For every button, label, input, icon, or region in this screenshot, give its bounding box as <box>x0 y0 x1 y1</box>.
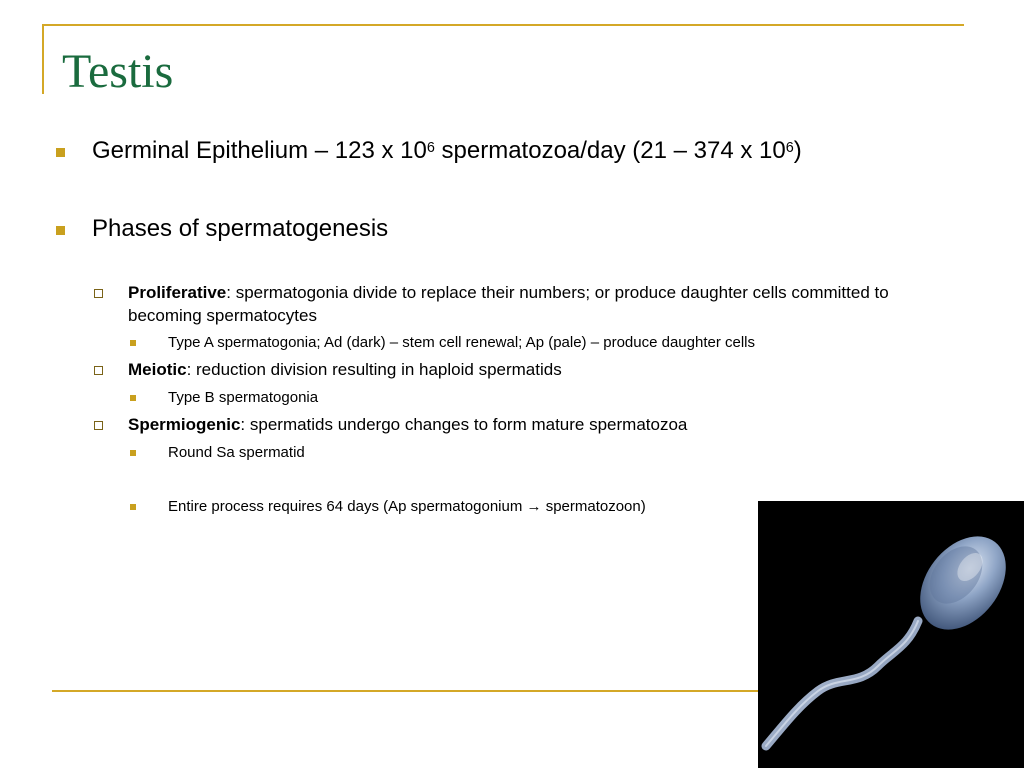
bullet-germinal-epithelium <box>92 137 802 165</box>
phase-spermiogenic <box>128 413 687 436</box>
small-filled-square-bullet-icon <box>130 504 136 510</box>
exponent: 6 <box>426 139 435 156</box>
phase-description: : spermatids undergo changes to form mature spermatozoa <box>240 415 688 434</box>
hollow-square-bullet-icon <box>94 421 103 430</box>
phase-name: Spermiogenic <box>128 415 241 434</box>
slide-title: Testis <box>62 45 174 98</box>
hollow-square-bullet-icon <box>94 289 103 298</box>
phase-description: : reduction division resulting in haploid spermatids <box>186 360 562 379</box>
phase-meiotic <box>128 358 562 381</box>
bullet-text-part: spermatozoa/day (21 – 374 x 10 <box>434 137 786 164</box>
phase-proliferative <box>128 281 928 327</box>
note-text-part: spermatozoon) <box>545 498 646 515</box>
phase-proliferative-detail: Type A spermatogonia; Ad (dark) – stem cell renewal; Ap (pale) – produce daughter cells <box>168 334 755 351</box>
hollow-square-bullet-icon <box>94 366 103 375</box>
bullet-text-part: Germinal Epithelium – 123 x 10 <box>92 137 427 164</box>
process-duration-note <box>168 498 646 515</box>
bullet-phases-heading: Phases of spermatogenesis <box>92 215 389 242</box>
spermatozoon-photo <box>758 501 1024 768</box>
phase-description: : spermatogonia divide to replace their numbers; or produce daughter cells committed to becoming spermatocytes <box>128 283 889 325</box>
phase-name: Meiotic <box>128 360 187 379</box>
bullet-text-part: ) <box>793 137 802 164</box>
filled-square-bullet-icon <box>56 148 65 157</box>
phase-meiotic-detail: Type B spermatogonia <box>168 389 319 406</box>
spermatozoon-illustration <box>758 501 1024 768</box>
phase-spermiogenic-detail: Round Sa spermatid <box>168 444 305 461</box>
note-text-part: Entire process requires 64 days (Ap spermatogonium <box>168 498 523 515</box>
filled-square-bullet-icon <box>56 226 65 235</box>
small-filled-square-bullet-icon <box>130 395 136 401</box>
right-arrow-icon: → <box>526 498 542 515</box>
exponent: 6 <box>785 139 794 156</box>
phase-name: Proliferative <box>128 283 227 302</box>
small-filled-square-bullet-icon <box>130 340 136 346</box>
small-filled-square-bullet-icon <box>130 450 136 456</box>
